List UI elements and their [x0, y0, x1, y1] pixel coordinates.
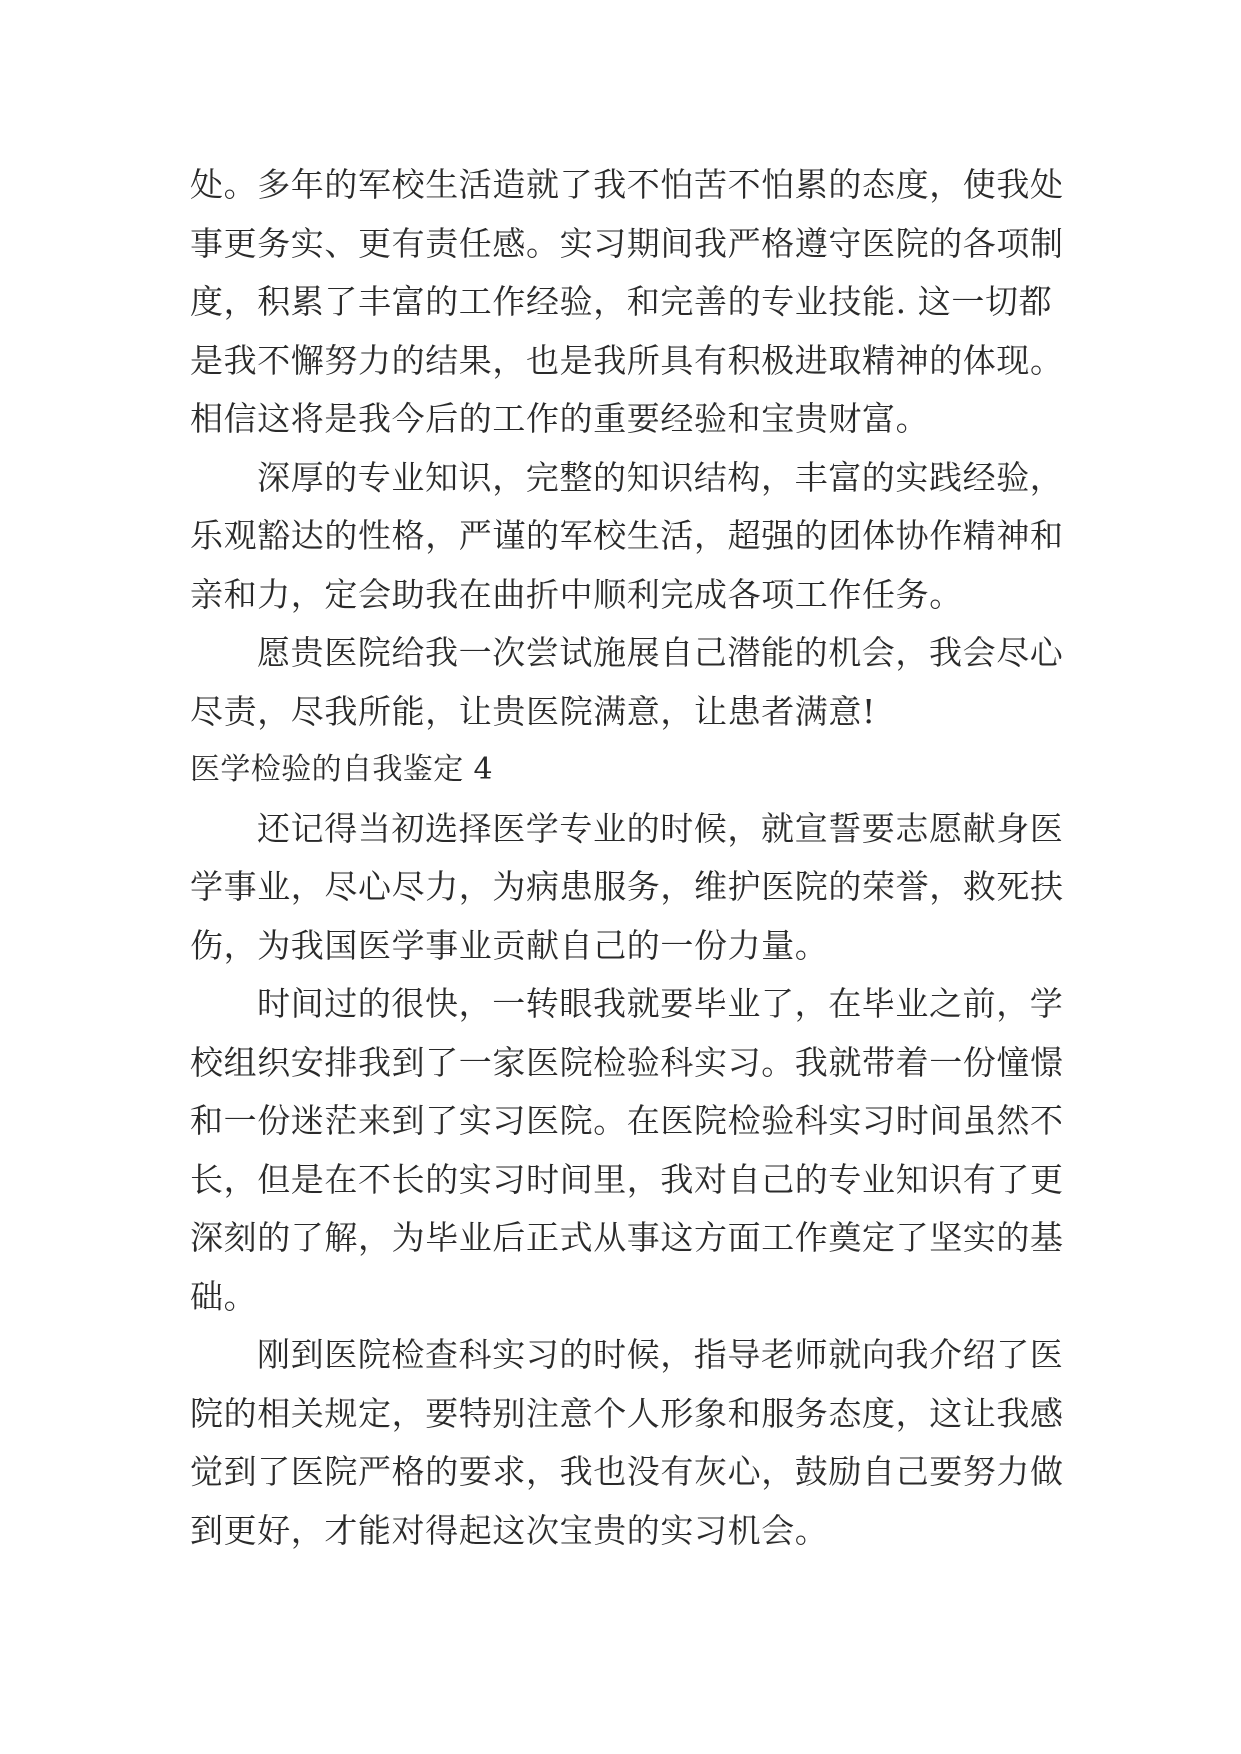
text-line: 长，但是在不长的实习时间里，我对自己的专业知识有了更 [190, 1159, 1064, 1199]
text-line: 校组织安排我到了一家医院检验科实习。我就带着一份憧憬 [190, 1042, 1064, 1082]
text-line: 到更好，才能对得起这次宝贵的实习机会。 [190, 1510, 829, 1550]
paragraph-start-line: 深厚的专业知识，完整的知识结构，丰富的实践经验， [257, 457, 1064, 497]
text-line: 相信这将是我今后的工作的重要经验和宝贵财富。 [190, 399, 930, 438]
text-line: 伤，为我国医学事业贡献自己的一份力量。 [190, 925, 829, 965]
text-line: 度，积累了丰富的工作经验，和完善的专业技能. 这一切都 [190, 282, 1053, 321]
paragraph-start-line: 还记得当初选择医学专业的时候，就宣誓要志愿献身医 [257, 808, 1064, 848]
text-line: 院的相关规定，要特别注意个人形象和服务态度，这让我感 [190, 1393, 1064, 1433]
text-line: 处。多年的军校生活造就了我不怕苦不怕累的态度，使我处 [190, 165, 1064, 204]
paragraph-start-line: 时间过的很快，一转眼我就要毕业了，在毕业之前，学 [257, 984, 1064, 1023]
text-line: 学事业，尽心尽力，为病患服务，维护医院的荣誉，救死扶 [190, 867, 1064, 906]
text-line: 事更务实、更有责任感。实习期间我严格遵守医院的各项制 [190, 223, 1064, 263]
text-line: 和一份迷茫来到了实习医院。在医院检验科实习时间虽然不 [190, 1101, 1064, 1140]
text-line: 亲和力，定会助我在曲折中顺利完成各项工作任务。 [190, 574, 963, 614]
text-line: 是我不懈努力的结果，也是我所具有积极进取精神的体现。 [190, 340, 1064, 380]
text-line: 觉到了医院严格的要求，我也没有灰心，鼓励自己要努力做 [190, 1452, 1064, 1491]
paragraph-start-line: 刚到医院检查科实习的时候，指导老师就向我介绍了医 [257, 1335, 1064, 1374]
text-line: 础。 [190, 1276, 258, 1316]
section-heading: 医学检验的自我鉴定 4 [190, 752, 494, 787]
text-line: 尽责，尽我所能，让贵医院满意，让患者满意! [190, 691, 876, 731]
text-line: 深刻的了解，为毕业后正式从事这方面工作奠定了坚实的基 [190, 1218, 1064, 1257]
text-line: 乐观豁达的性格，严谨的军校生活，超强的团体协作精神和 [190, 516, 1064, 555]
paragraph-start-line: 愿贵医院给我一次尝试施展自己潜能的机会，我会尽心 [257, 633, 1064, 672]
document-body [190, 156, 1064, 1560]
